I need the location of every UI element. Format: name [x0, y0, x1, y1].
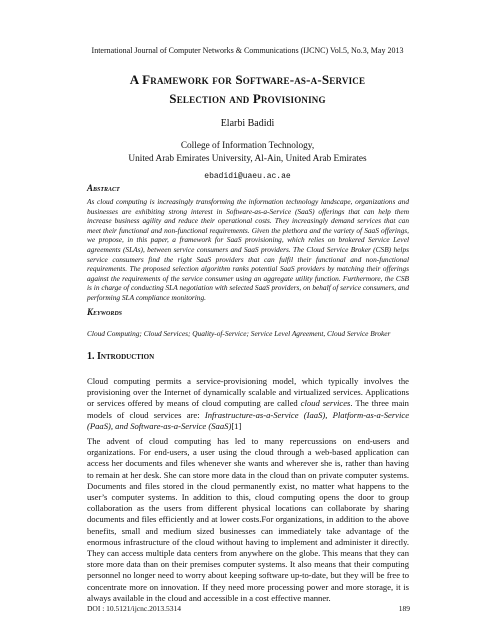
paper-title	[0, 70, 495, 108]
abstract-text: As cloud computing is increasingly transforming the information technology landscape, organizations and businesses are exhibiting strong interest in Software-as-a-Service (SaaS) offerings that can help them increase business agility and reduce their operational costs. They increasingly demand services that can meet their functional and non-functional requirements. Given the plethora and the variety of SaaS offerings, we propose, in this paper, a framework for SaaS provisioning, which relies on brokered Service Level agreements (SLAs), between service consumers and SaaS providers. The Cloud Service Broker (CSB) helps service consumers find the right SaaS providers that can fulfil their functional and non-functional requirements. The proposed selection algorithm ranks potential SaaS providers by matching their offerings against the requirements of the service consumer using an aggregate utility function. Furthermore, the CSB is in charge of conducting SLA negotiation with selected SaaS providers, on behalf of service consumers, and performing SLA compliance monitoring.	[87, 197, 409, 302]
section-heading: 1. Introduction	[87, 351, 155, 362]
keywords-heading: Keywords	[87, 307, 123, 317]
author-name: Elarbi Badidi	[220, 118, 275, 129]
title-line-2: Selection and Provisioning	[169, 91, 326, 106]
p1-service-models: Infrastructure-as-a-Service (IaaS), Platform-as-a-Service (PaaS), and Software-as-a-Service (SaaS)	[87, 409, 410, 431]
p1-part-a: Cloud computing permits a service-provisioning model, which typically involves the provisioning over the Internet of dynamically scalable and virtualized services. Applications or services offered by means of cloud computing are called	[87, 376, 409, 409]
doi: DOI : 10.5121/ijcnc.2013.5314	[87, 604, 181, 613]
abstract-heading: Abstract	[87, 183, 120, 193]
page-number: 189	[398, 604, 410, 613]
intro-paragraph-2: The advent of cloud computing has led to many repercussions on end-users and organizations. For end-users, a user using the cloud through a web-based application can access her documents and files whenever she wants and wherever she is, rather than having to remain at her desk. She can store more data in the cloud than on private computer systems. Documents and files stored in the cloud permanently exist, no matter what happens to the user’s computer systems. In addition to this, cloud computing opens the door to group collaboration as the users from different physical locations can collaborate by sharing documents and files efficiently and at lower costs.For organizations, in addition to the above benefits, small and medium sized businesses can immediately take advantage of the enormous infrastructure of the cloud without having to implement and administer it directly. They can access multiple data centers from anywhere on the globe. This means that they can store more data than on their premises computer systems. It also means that their computing personnel no longer need to worry about keeping software up-to-date, but they will be free to concentrate more on innovation. If they need more processing power and more storage, it is always available in the cloud and accessible in a cost effective manner.	[87, 436, 409, 603]
p1-part-c: . The three main models of cloud services are:	[87, 398, 409, 420]
keywords-text: Cloud Computing; Cloud Services; Quality-of-Service; Service Level Agreement, Cloud Service Broker	[87, 329, 391, 338]
p1-citation: [1]	[231, 420, 242, 431]
title-line-1: A Framework for Software-as-a-Service	[129, 72, 366, 87]
affiliation-line-1: College of Information Technology,	[180, 141, 315, 151]
author-email: ebadidi@uaeu.ac.ae	[204, 172, 291, 181]
journal-header: International Journal of Computer Networks & Communications (IJCNC) Vol.5, No.3, May 2013	[91, 46, 404, 55]
affiliation-line-2: United Arab Emirates University, Al-Ain, United Arab Emirates	[128, 153, 367, 164]
p1-cloud-services: cloud services	[300, 398, 351, 409]
intro-paragraph-1	[87, 376, 409, 432]
author-affiliation	[0, 140, 495, 165]
